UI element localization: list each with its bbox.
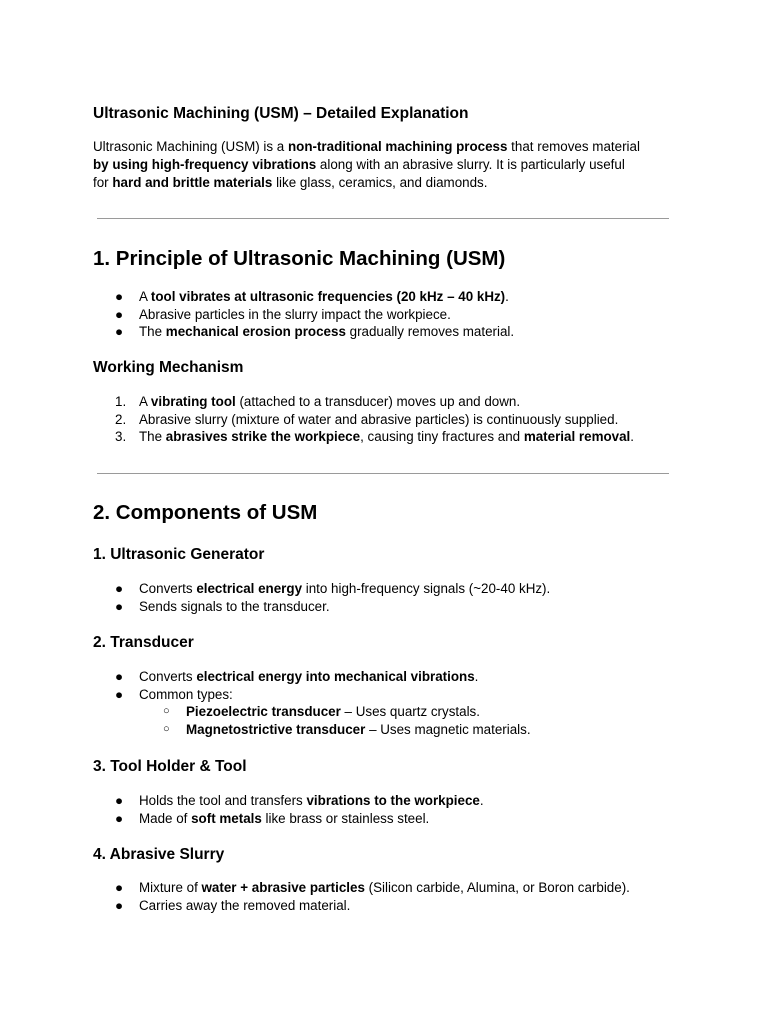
- list-item: ● The mechanical erosion process gradually removes material.: [115, 324, 515, 340]
- tool-list: [93, 792, 484, 827]
- principle-list: [93, 288, 514, 341]
- list-item: ● A tool vibrates at ultrasonic frequencies (20 kHz – 40 kHz).: [115, 289, 509, 304]
- list-item: ● Made of soft metals like brass or stainless steel.: [115, 810, 430, 826]
- divider-1: [97, 218, 669, 219]
- intro-line-3: for hard and brittle materials like glass, ceramics, and diamonds.: [93, 175, 488, 190]
- bullet-marker: ●: [115, 581, 124, 596]
- bullet-marker: ●: [115, 810, 124, 826]
- step-number: 3.: [115, 429, 127, 445]
- intro-line-2: by using high-frequency vibrations along with an abrasive slurry. It is particularly useful: [93, 157, 625, 172]
- bullet-marker: ●: [115, 669, 124, 684]
- mechanism-steps: [93, 393, 634, 446]
- step-number: 2.: [115, 411, 127, 427]
- step-number: 1.: [115, 394, 127, 409]
- slurry-list: [93, 879, 630, 914]
- generator-list: [93, 580, 550, 615]
- list-item: ● Abrasive particles in the slurry impact the workpiece.: [115, 306, 451, 322]
- sub-list-item: ○ Magnetostrictive transducer – Uses magnetic materials.: [163, 721, 531, 737]
- list-item: 1. A vibrating tool (attached to a transducer) moves up and down.: [115, 394, 521, 409]
- generator-heading: 1. Ultrasonic Generator: [93, 546, 265, 563]
- list-item: ● Converts electrical energy into mechanical vibrations.: [115, 669, 479, 684]
- transducer-heading: 2. Transducer: [93, 634, 194, 651]
- list-item: 2. Abrasive slurry (mixture of water and abrasive particles) is continuously supplied.: [115, 411, 619, 427]
- working-mechanism-heading: Working Mechanism: [93, 359, 244, 376]
- sub-bullet-marker: ○: [163, 705, 170, 718]
- bullet-marker: ●: [115, 289, 124, 304]
- tool-heading: 3. Tool Holder & Tool: [93, 758, 247, 775]
- list-item: ● Mixture of water + abrasive particles (Silicon carbide, Alumina, or Boron carbide).: [115, 880, 630, 895]
- list-item: ● Converts electrical energy into high-frequency signals (~20-40 kHz).: [115, 581, 551, 596]
- bullet-marker: ●: [115, 897, 124, 913]
- section1-heading: 1. Principle of Ultrasonic Machining (USM): [93, 247, 506, 270]
- slurry-heading: 4. Abrasive Slurry: [93, 846, 225, 863]
- list-item: 3. The abrasives strike the workpiece, causing tiny fractures and material removal.: [115, 429, 635, 445]
- bullet-marker: ●: [115, 306, 124, 322]
- section2-heading: 2. Components of USM: [93, 501, 318, 524]
- bullet-marker: ●: [115, 686, 124, 702]
- divider-2: [97, 473, 669, 474]
- list-item: ● Sends signals to the transducer.: [115, 598, 330, 614]
- intro-paragraph: [93, 138, 640, 192]
- bullet-marker: ●: [115, 880, 124, 895]
- list-item: ● Holds the tool and transfers vibrations to the workpiece.: [115, 793, 484, 808]
- list-item: ● Carries away the removed material.: [115, 897, 351, 913]
- transducer-list: [93, 668, 531, 738]
- sub-bullet-marker: ○: [163, 722, 170, 735]
- sub-list-item: ○ Piezoelectric transducer – Uses quartz crystals.: [163, 704, 480, 720]
- intro-line-1: Ultrasonic Machining (USM) is a non-traditional machining process that removes material: [93, 139, 640, 154]
- bullet-marker: ●: [115, 598, 124, 614]
- list-item: ● Common types:: [115, 686, 233, 702]
- bullet-marker: ●: [115, 324, 124, 340]
- bullet-marker: ●: [115, 793, 124, 808]
- document-title: Ultrasonic Machining (USM) – Detailed Explanation: [93, 105, 469, 122]
